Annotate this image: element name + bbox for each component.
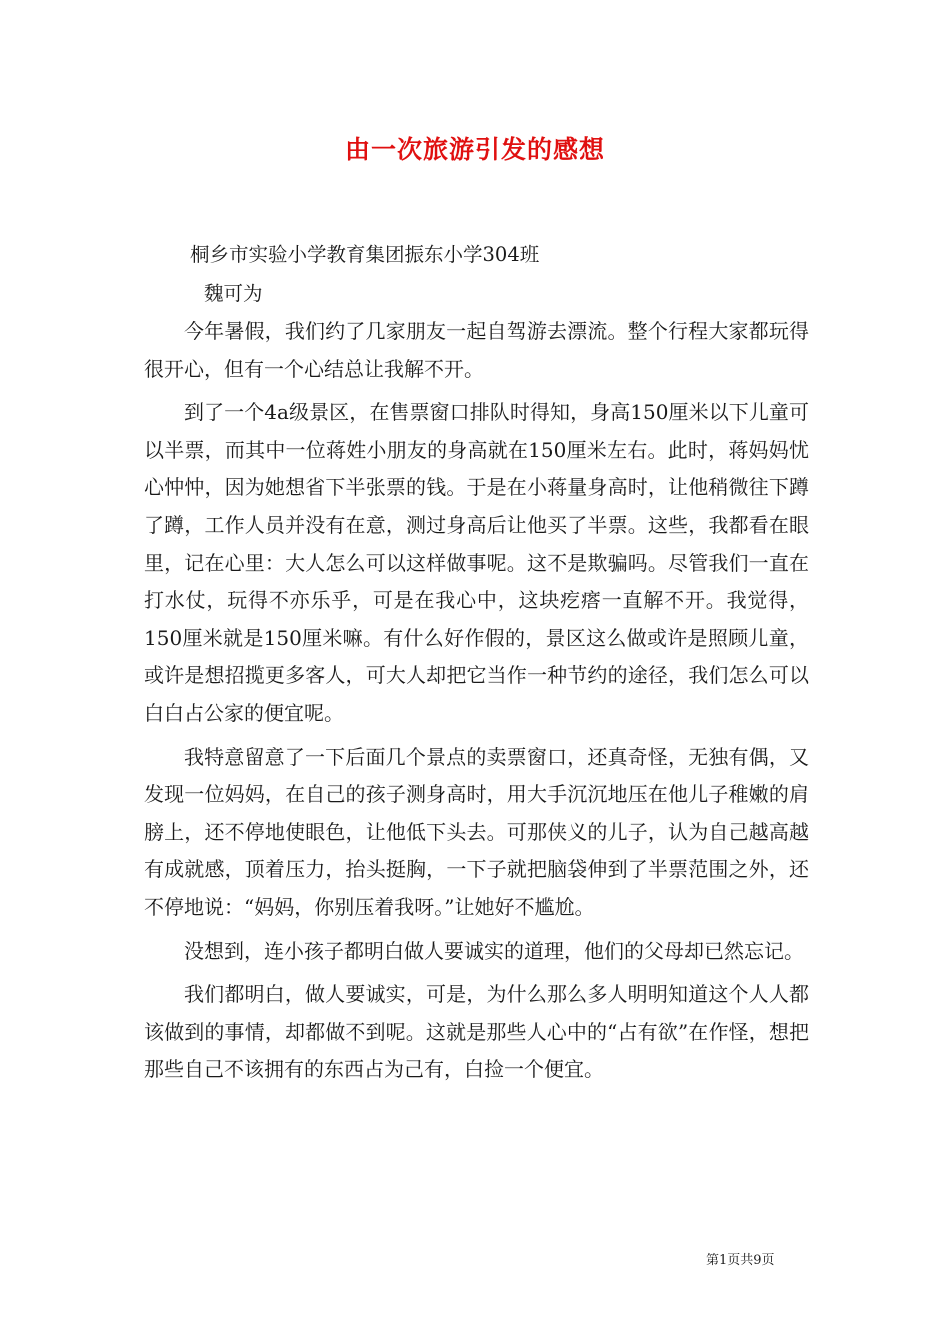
paragraph: 没想到，连小孩子都明白做人要诚实的道理，他们的父母却已然忘记。 <box>184 938 804 963</box>
page-number: 第1页共9页 <box>706 1253 775 1268</box>
document-title: 由一次旅游引发的感想 <box>344 135 605 164</box>
article-body <box>144 313 809 1089</box>
author-name: 魏可为 <box>204 282 263 305</box>
paragraph: 我们都明白，做人要诚实，可是，为什么那么多人明明知道这个人人都该做到的事情，却都做不到呢。这就是那些人心中的“占有欲”在作怪，想把那些自己不该拥有的东西占为己有，白捡一个便宜。 <box>144 982 809 1082</box>
paragraph: 到了一个4a级景区，在售票窗口排队时得知，身高150厘米以下儿童可以半票，而其中一位蒋姓小朋友的身高就在150厘米左右。此时，蒋妈妈忧心忡忡，因为她想省下半张票的钱。于是在小蒋量身高时，让他稍微往下蹲了蹲，工作人员并没有在意，测过身高后让他买了半票。这些，我都看在眼里，记在心里：大人怎么可以这样做事呢。这不是欺骗吗。尽管我们一直在打水仗，玩得不亦乐乎，可是在我心中，这块疙瘩一直解不开。我觉得，150厘米就是150厘米嘛。有什么好作假的，景区这么做或许是照顾儿童，或许是想招揽更多客人，可大人却把它当作一种节约的途径，我们怎么可以白白占公家的便宜呢。 <box>144 400 809 725</box>
paragraph: 我特意留意了一下后面几个景点的卖票窗口，还真奇怪，无独有偶，又发现一位妈妈，在自己的孩子测身高时，用大手沉沉地压在他儿子稚嫩的肩膀上，还不停地使眼色，让他低下头去。可那侠义的儿子，认为自己越高越有成就感，顶着压力，抬头挺胸，一下子就把脑袋伸到了半票范围之外，还不停地说：“妈妈，你别压着我呀。”让她好不尴尬。 <box>144 744 809 919</box>
paragraph: 今年暑假，我们约了几家朋友一起自驾游去漂流。整个行程大家都玩得很开心，但有一个心结总让我解不开。 <box>144 319 809 381</box>
author-school: 桐乡市实验小学教育集团振东小学304班 <box>190 243 540 266</box>
